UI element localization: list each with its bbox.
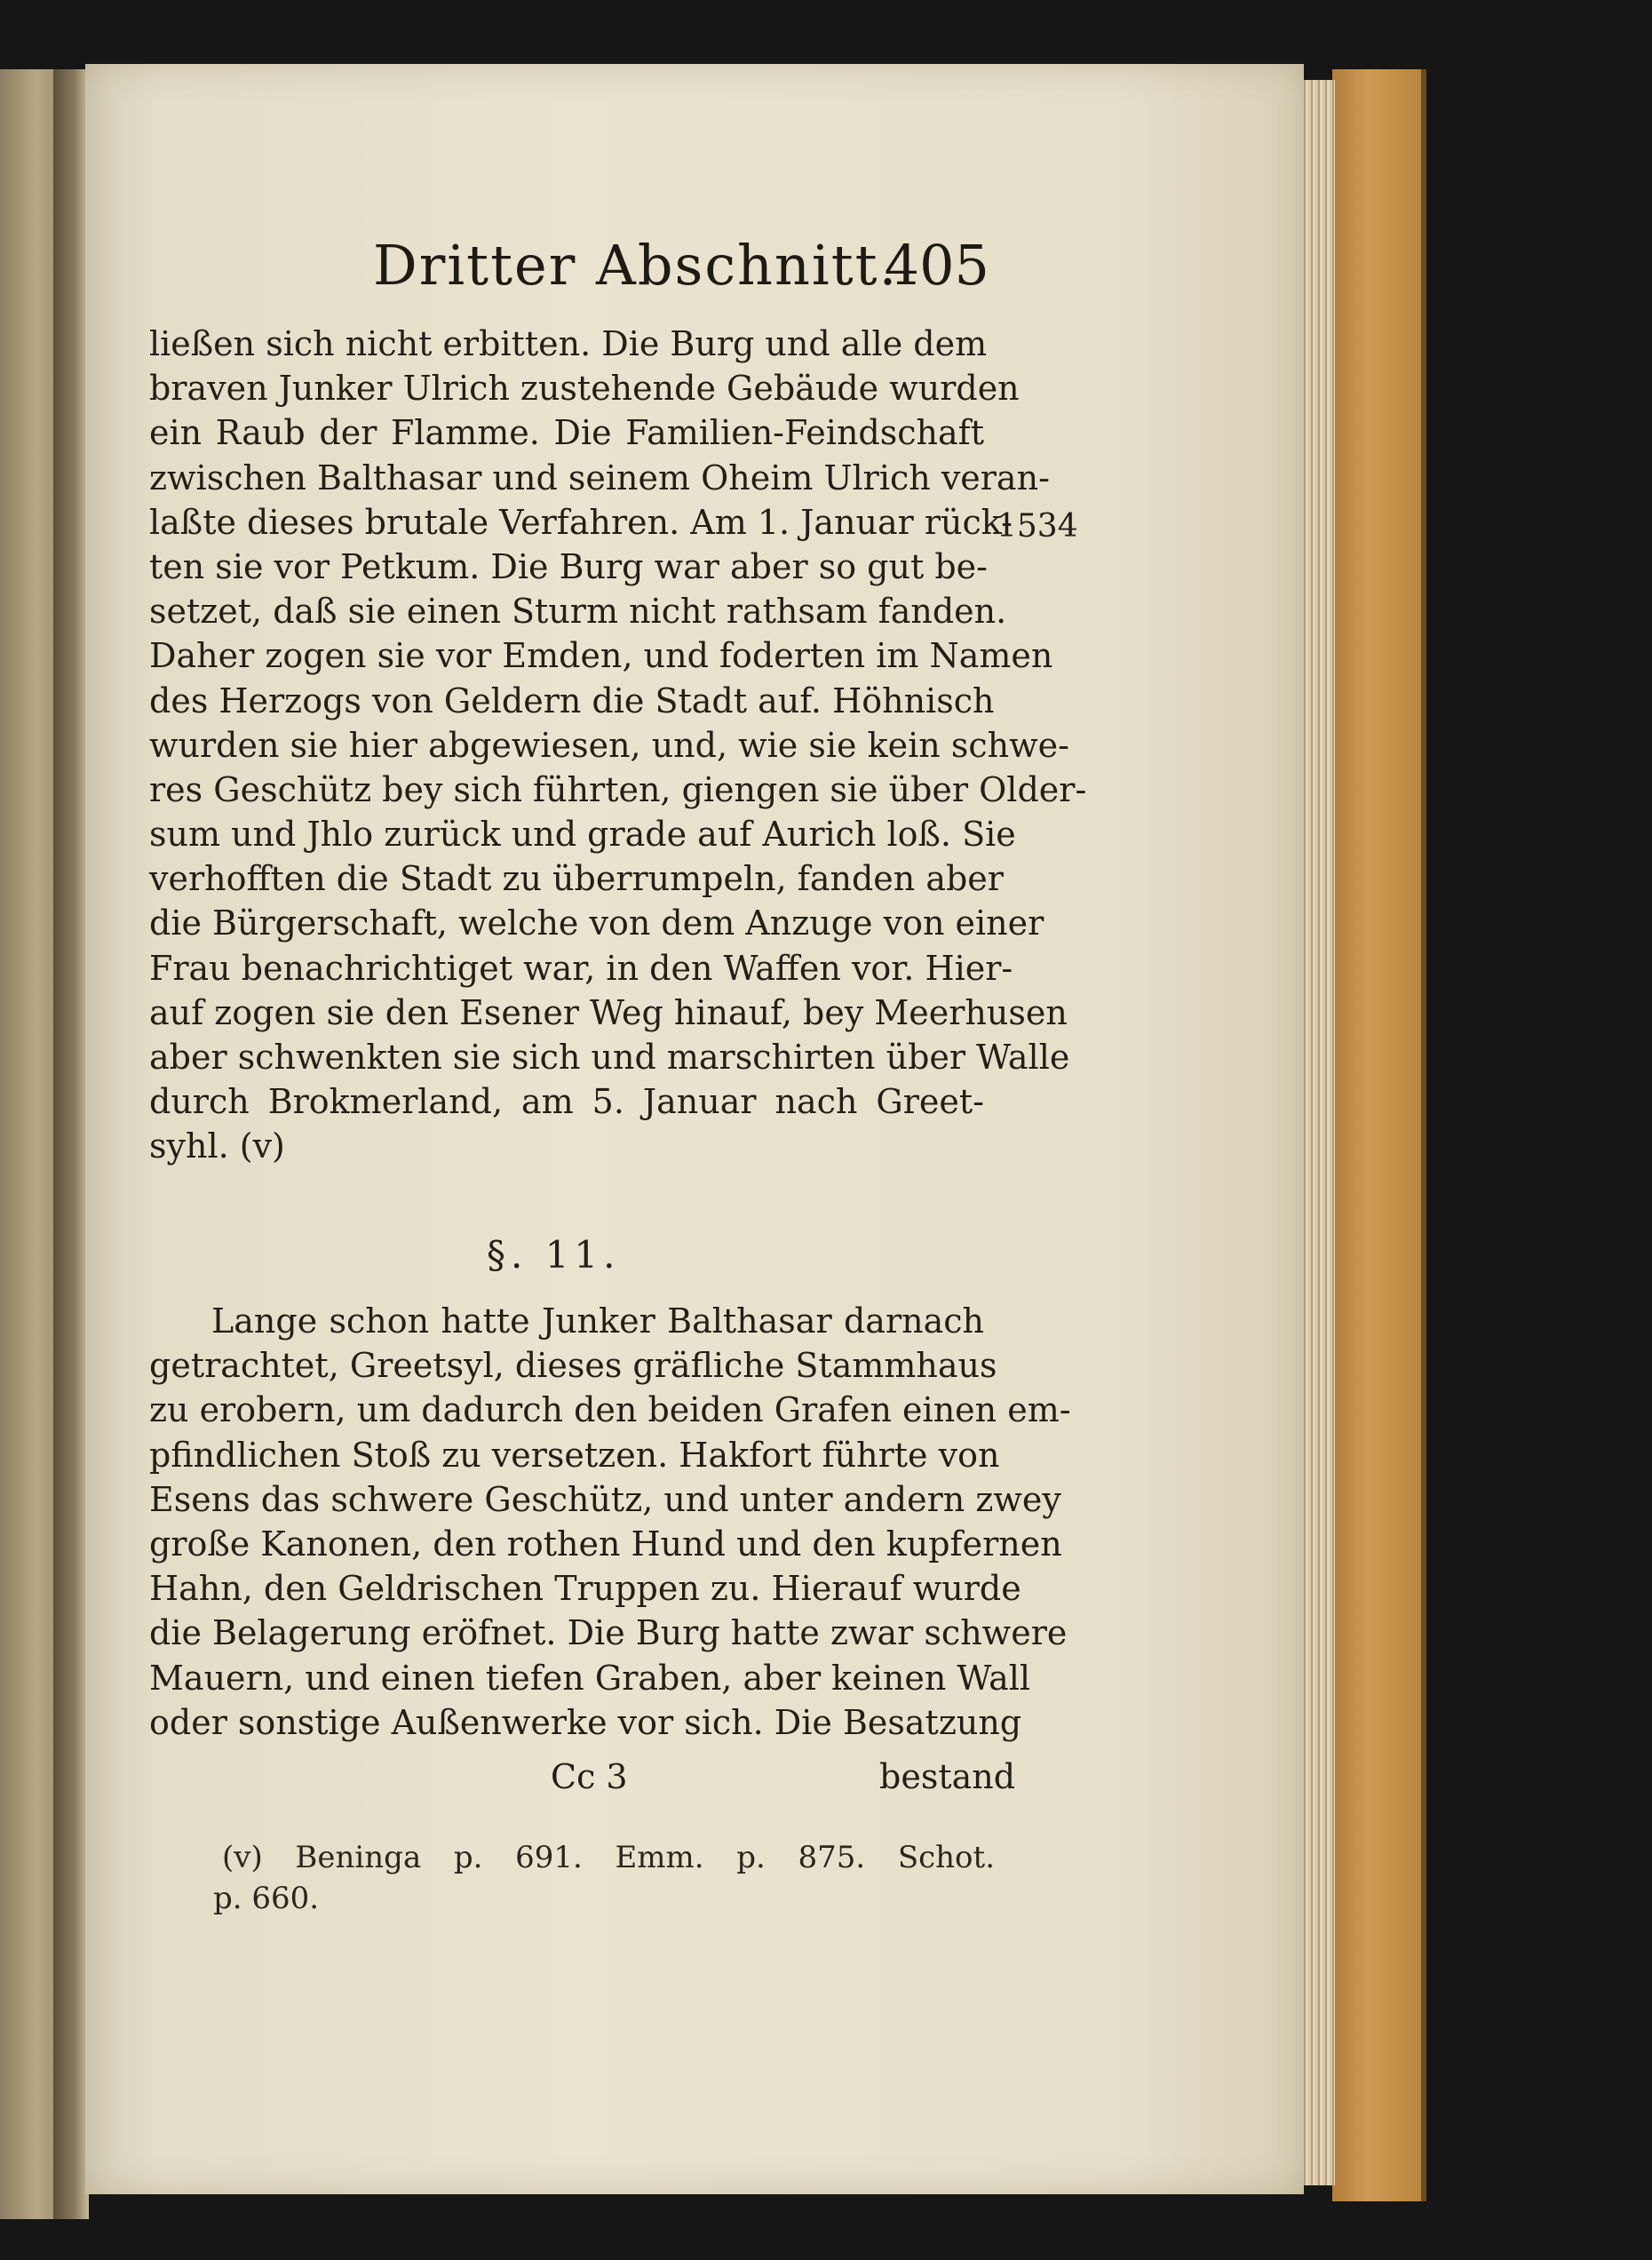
text-line: auf zogen sie den Esener Weg hinauf, bey Meerhusen: [149, 992, 1068, 1032]
text-line: ließen sich nicht erbitten. Die Burg und alle dem: [149, 324, 988, 363]
text-line: braven Junker Ulrich zustehende Gebäude wurden: [149, 369, 1020, 409]
signature-mark: Cc 3: [551, 1757, 628, 1796]
text-line: ein Raub der Flamme. Die Familien-Feindschaft: [149, 413, 984, 453]
text-line: Lange schon hatte Junker Balthasar darnach: [211, 1301, 984, 1341]
text-line: res Geschütz bey sich führten, giengen sie über Older-: [149, 769, 1087, 809]
text-line: wurden sie hier abgewiesen, und, wie sie kein schwe-: [149, 725, 1069, 765]
text-line: zu erobern, um dadurch den beiden Grafen einen em-: [149, 1390, 1071, 1430]
text-line: sum und Jhlo zurück und grade auf Aurich loß. Sie: [149, 815, 1016, 855]
paragraph-2: [149, 1299, 1071, 1745]
footnote: [213, 1837, 995, 1919]
text-line: ten sie vor Petkum. Die Burg war aber so gut be-: [149, 546, 988, 586]
text-line: setzet, daß sie einen Sturm nicht rathsam fanden.: [149, 592, 1007, 632]
text-line: syhl. (v): [149, 1126, 285, 1166]
page-block-edge: [1301, 80, 1335, 2185]
page-header: [373, 233, 1013, 313]
text-line: laßte dieses brutale Verfahren. Am 1. Januar rück-: [149, 502, 1013, 542]
text-line: durch Brokmerland, am 5. Januar nach Greet-: [149, 1082, 984, 1122]
text-line: große Kanonen, den rothen Hund und den kupfernen: [149, 1524, 1062, 1564]
text-line: oder sonstige Außenwerke vor sich. Die Besatzung: [149, 1702, 1022, 1742]
text-line: Daher zogen sie vor Emden, und foderten im Namen: [149, 636, 1053, 676]
section-heading: §. 11.: [487, 1233, 621, 1277]
page-number: 405: [884, 233, 989, 298]
book-cover-edge: [1332, 69, 1426, 2201]
running-title: Dritter Abschnitt.: [373, 233, 899, 298]
text-line: Frau benachrichtiget war, in den Waffen vor. Hier-: [149, 948, 1013, 988]
text-line: zwischen Balthasar und seinem Oheim Ulrich veran-: [149, 458, 1050, 497]
footnote-line: p. 660.: [213, 1881, 320, 1916]
text-line: aber schwenkten sie sich und marschirten über Walle: [149, 1038, 1070, 1077]
text-line: getrachtet, Greetsyl, dieses gräfliche Stammhaus: [149, 1346, 997, 1386]
text-line: verhofften die Stadt zu überrumpeln, fanden aber: [149, 859, 1004, 899]
text-line: des Herzogs von Geldern die Stadt auf. Höhnisch: [149, 680, 995, 720]
footnote-line: (v) Beninga p. 691. Emm. p. 875. Schot.: [222, 1840, 995, 1875]
text-line: die Bürgerschaft, welche von dem Anzuge von einer: [149, 903, 1044, 943]
text-line: pfindlichen Stoß zu versetzen. Hakfort führte von: [149, 1435, 1000, 1475]
text-line: Hahn, den Geldrischen Truppen zu. Hierauf wurde: [149, 1569, 1021, 1609]
text-line: Mauern, und einen tiefen Graben, aber keinen Wall: [149, 1658, 1031, 1698]
margin-year-note: 1534: [997, 508, 1078, 545]
catchword: bestand: [879, 1757, 1016, 1796]
text-line: Esens das schwere Geschütz, und unter andern zwey: [149, 1479, 1061, 1519]
text-line: die Belagerung eröfnet. Die Burg hatte zwar schwere: [149, 1613, 1068, 1653]
book-gutter: [53, 69, 89, 2219]
